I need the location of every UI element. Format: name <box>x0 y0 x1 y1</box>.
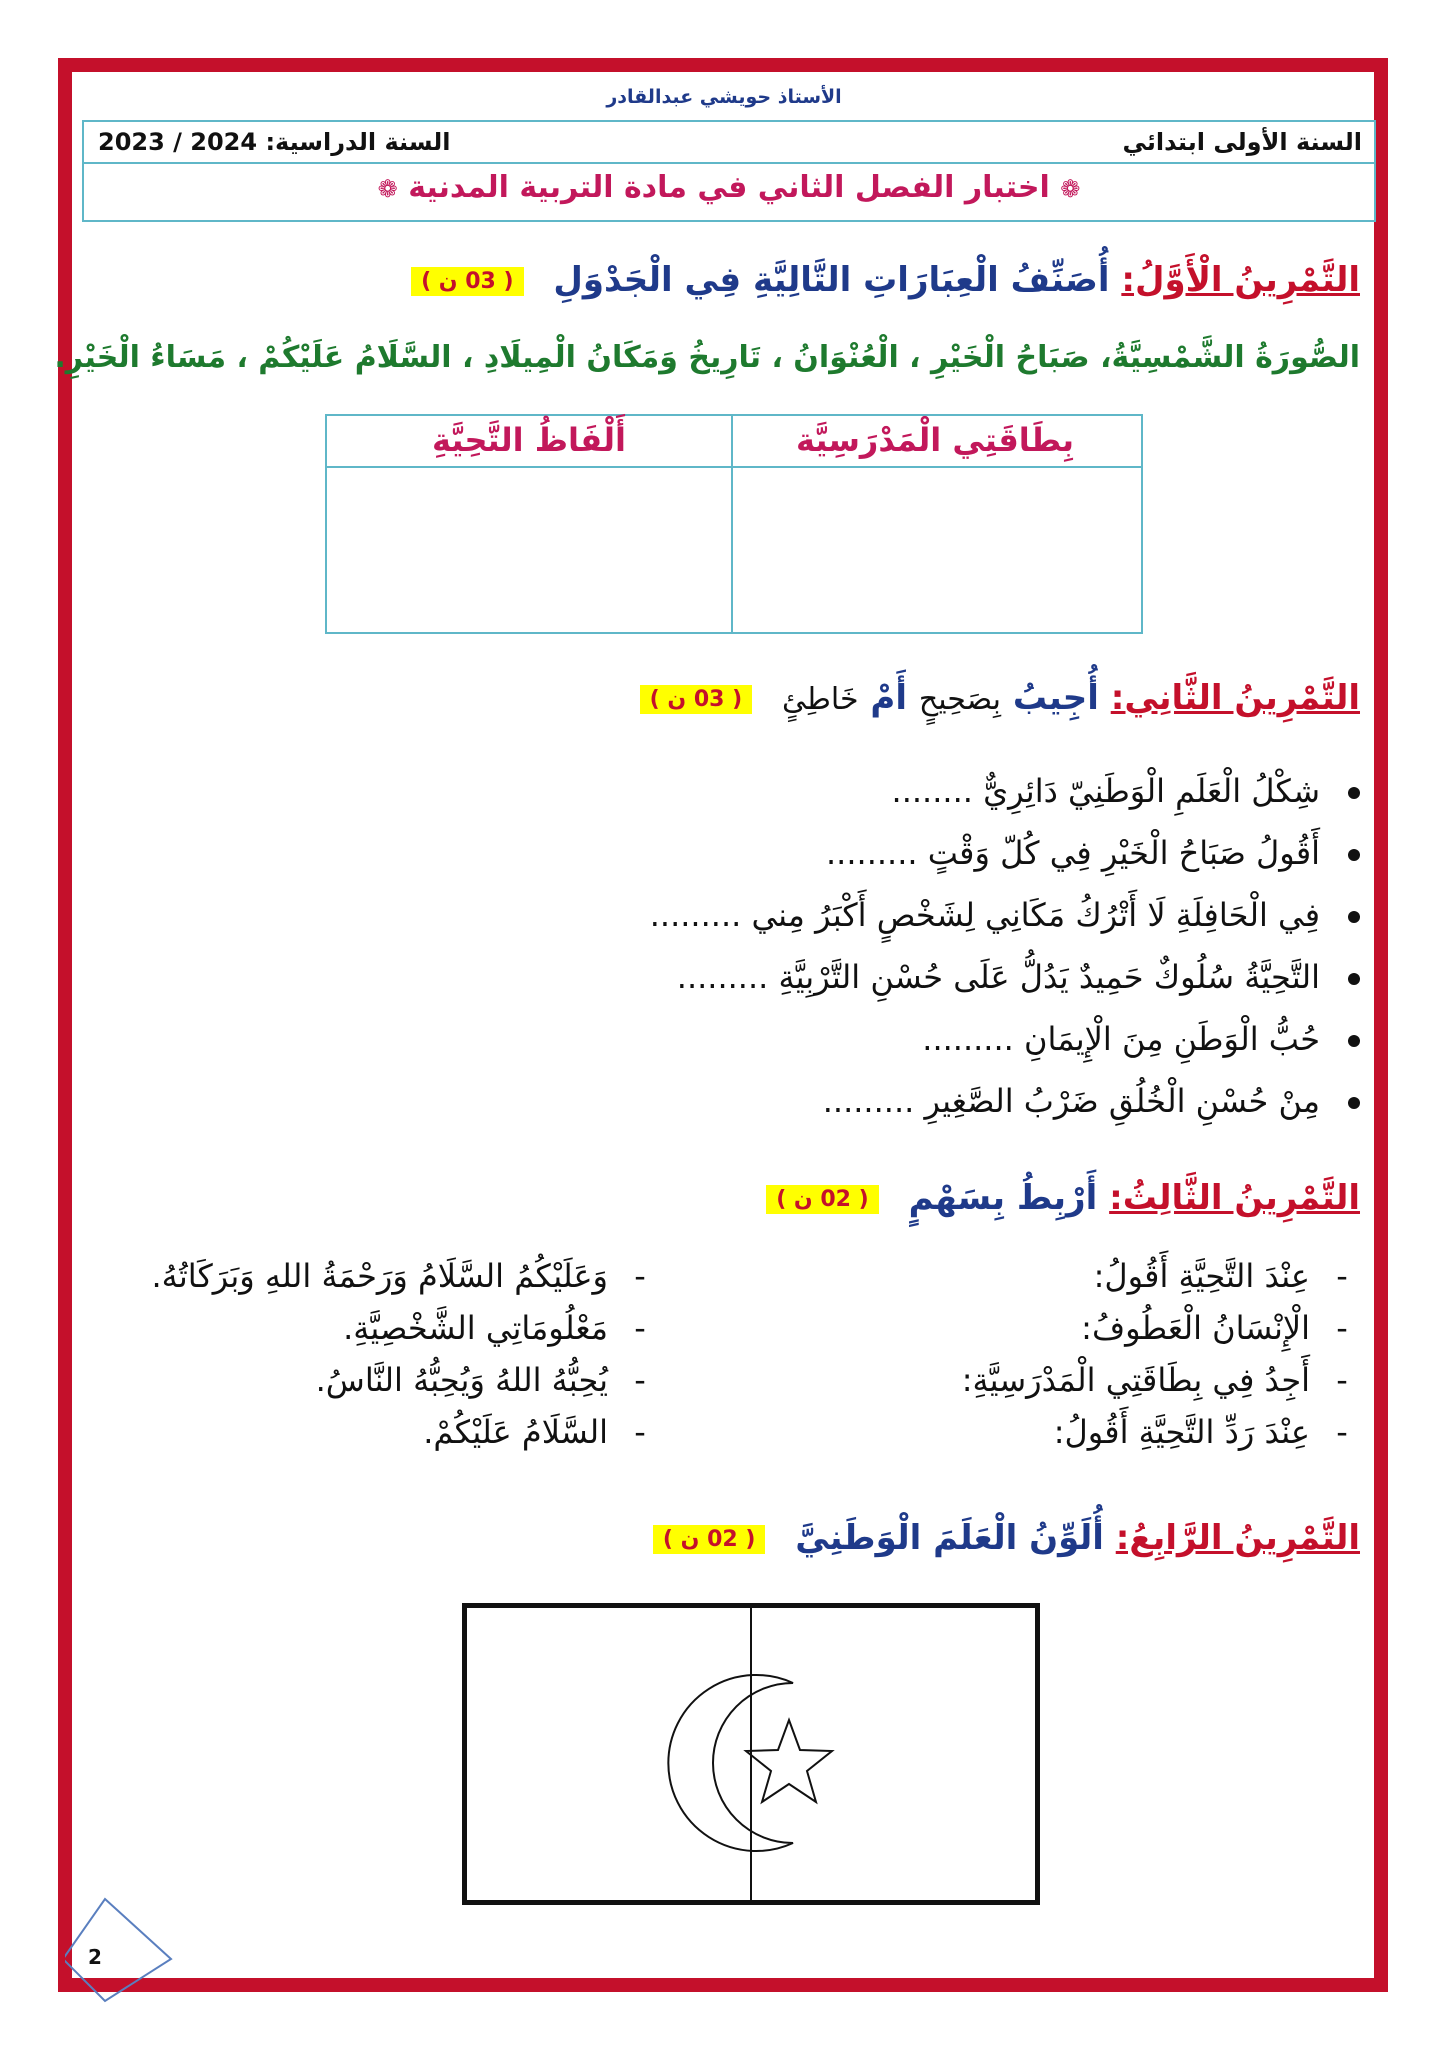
answer-text: وَعَلَيْكُمُ السَّلَامُ وَرَحْمَةُ اللهِ وَبَرَكَاتُهُ. <box>151 1257 608 1295</box>
dash-marker: - <box>634 1309 646 1347</box>
statement-text: مِنْ حُسْنِ الْخُلُقِ ضَرْبُ الصَّغِيرِ ......... <box>822 1082 1320 1120</box>
true-false-list <box>460 760 1360 1132</box>
flag-drawing <box>467 1608 1035 1900</box>
match-column-prompts <box>740 1250 1360 1458</box>
exercise-2-points: ( 03 ن ) <box>640 685 753 714</box>
exercise-2-instruction-main: أُجِيبُ <box>1012 678 1099 718</box>
list-item <box>460 946 1360 1008</box>
exercise-2-instruction-or: أَمْ <box>870 678 907 718</box>
exercise-3-points: ( 02 ن ) <box>766 1185 879 1214</box>
statement-text: فِي الْحَافِلَةِ لَا أَتْرُكُ مَكَانِي لِشَخْصٍ أَكْبَرُ مِني ......... <box>649 896 1320 934</box>
list-item <box>740 1250 1360 1302</box>
bullet-icon <box>1348 911 1360 923</box>
exercise-3-label: التَّمْرِينُ الثَّالِثُ: <box>1109 1178 1360 1218</box>
crescent-icon <box>668 1675 793 1851</box>
bullet-icon <box>1348 849 1360 861</box>
list-item <box>740 1302 1360 1354</box>
dash-marker: - <box>1336 1413 1348 1451</box>
bullet-icon <box>1348 1035 1360 1047</box>
teacher-name: الأستاذ حويشي عبدالقادر <box>606 86 842 108</box>
school-year-label: السنة الدراسية: <box>265 128 451 156</box>
ornament-left-icon: ❁ <box>377 175 398 203</box>
statement-text: التَّحِيَّةُ سُلُوكٌ حَمِيدٌ يَدُلُّ عَلَى حُسْنِ التَّرْبِيَّةِ ......... <box>676 958 1320 996</box>
exercise-1-heading <box>411 260 1360 300</box>
list-item <box>740 1354 1360 1406</box>
exercise-1-instruction: أُصَنِّفُ الْعِبَارَاتِ التَّالِيَّةِ فِي الْجَدْوَلِ <box>553 260 1110 300</box>
exam-title-text: اختبار الفصل الثاني في مادة التربية المدنية <box>408 170 1050 205</box>
match-column-answers <box>98 1250 658 1458</box>
answer-text: يُحِبُّهُ اللهُ وَيُحِبُّهُ النَّاسُ. <box>315 1361 608 1399</box>
exercise-2-instruction-end: خَاطِئٍ <box>782 682 859 717</box>
bullet-icon <box>1348 1097 1360 1109</box>
exam-title <box>84 170 1374 205</box>
list-item <box>98 1302 658 1354</box>
exercise-1-label: التَّمْرِينُ الْأَوَّلُ: <box>1121 260 1360 300</box>
exercise-4-label: التَّمْرِينُ الرَّابِعُ: <box>1115 1518 1360 1558</box>
table-header-greetings: أَلْفَاظُ التَّحِيَّةِ <box>327 416 731 468</box>
statement-text: حُبُّ الْوَطَنِ مِنَ الْإِيمَانِ ......... <box>922 1020 1320 1058</box>
dash-marker: - <box>634 1257 646 1295</box>
classification-table <box>325 414 1143 634</box>
list-item <box>98 1354 658 1406</box>
school-year <box>98 128 451 156</box>
exercise-4-heading <box>653 1518 1360 1558</box>
header-info-row <box>84 122 1374 164</box>
exercise-1-points: ( 03 ن ) <box>411 267 524 296</box>
bullet-icon <box>1348 973 1360 985</box>
table-divider <box>731 416 733 632</box>
exercise-2-heading <box>640 678 1360 718</box>
list-item <box>460 884 1360 946</box>
list-item <box>460 760 1360 822</box>
dash-marker: - <box>1336 1257 1348 1295</box>
table-header-school-card: بِطَاقَتِي الْمَدْرَسِيَّة <box>729 416 1141 468</box>
exercise-4-instruction: أُلَوِّنُ الْعَلَمَ الْوَطَنِيَّ <box>795 1518 1104 1558</box>
answer-text: السَّلَامُ عَلَيْكُمْ. <box>423 1413 608 1451</box>
grade-level: السنة الأولى ابتدائي <box>1122 128 1362 156</box>
prompt-text: أَجِدُ فِي بِطَاقَتِي الْمَدْرَسِيَّةِ: <box>961 1361 1310 1399</box>
list-item <box>98 1406 658 1458</box>
ornament-right-icon: ❁ <box>1060 175 1081 203</box>
page-number: 2 <box>88 1945 102 1969</box>
list-item <box>460 1008 1360 1070</box>
exercise-2-instruction-rest: بِصَحِيحٍ <box>918 682 1001 717</box>
exercise-3-heading <box>766 1178 1360 1218</box>
statement-text: أَقُولُ صَبَاحُ الْخَيْرِ فِي كُلّ وَقْتٍ ......... <box>826 834 1320 872</box>
school-year-value: 2023 / 2024 <box>98 128 258 156</box>
dash-marker: - <box>1336 1309 1348 1347</box>
exercise-3-instruction: أَرْبِطُ بِسَهْمٍ <box>908 1178 1098 1218</box>
list-item <box>740 1406 1360 1458</box>
exercise-1-phrases: الصُّورَةُ الشَّمْسِيَّةُ، صَبَاحُ الْخَيْرِ ، الْعُنْوَانُ ، تَارِيخُ وَمَكَانُ الْمِيلَادِ ، السَّلَامُ عَلَيْكُمْ ، مَسَاءُ الْخَيْرِ. <box>54 340 1360 375</box>
list-item <box>460 1070 1360 1132</box>
bullet-icon <box>1348 787 1360 799</box>
exam-header <box>82 120 1376 222</box>
flag-outline-to-color <box>462 1603 1040 1905</box>
star-icon <box>746 1720 832 1802</box>
answer-text: مَعْلُومَاتِي الشَّخْصِيَّةِ. <box>343 1309 608 1347</box>
exercise-2-label: التَّمْرِينُ الثَّانِي: <box>1110 678 1360 718</box>
prompt-text: الْإِنْسَانُ الْعَطُوفُ: <box>1081 1309 1310 1347</box>
exercise-4-points: ( 02 ن ) <box>653 1525 766 1554</box>
prompt-text: عِنْدَ رَدِّ التَّحِيَّةِ أَقُولُ: <box>1053 1413 1310 1451</box>
prompt-text: عِنْدَ التَّحِيَّةِ أَقُولُ: <box>1093 1257 1310 1295</box>
page-number-diamond-icon <box>65 1895 175 2005</box>
dash-marker: - <box>1336 1361 1348 1399</box>
dash-marker: - <box>634 1413 646 1451</box>
dash-marker: - <box>634 1361 646 1399</box>
statement-text: شِكْلُ الْعَلَمِ الْوَطَنِيّ دَائِرِيٌّ ........ <box>891 772 1320 810</box>
list-item <box>98 1250 658 1302</box>
list-item <box>460 822 1360 884</box>
